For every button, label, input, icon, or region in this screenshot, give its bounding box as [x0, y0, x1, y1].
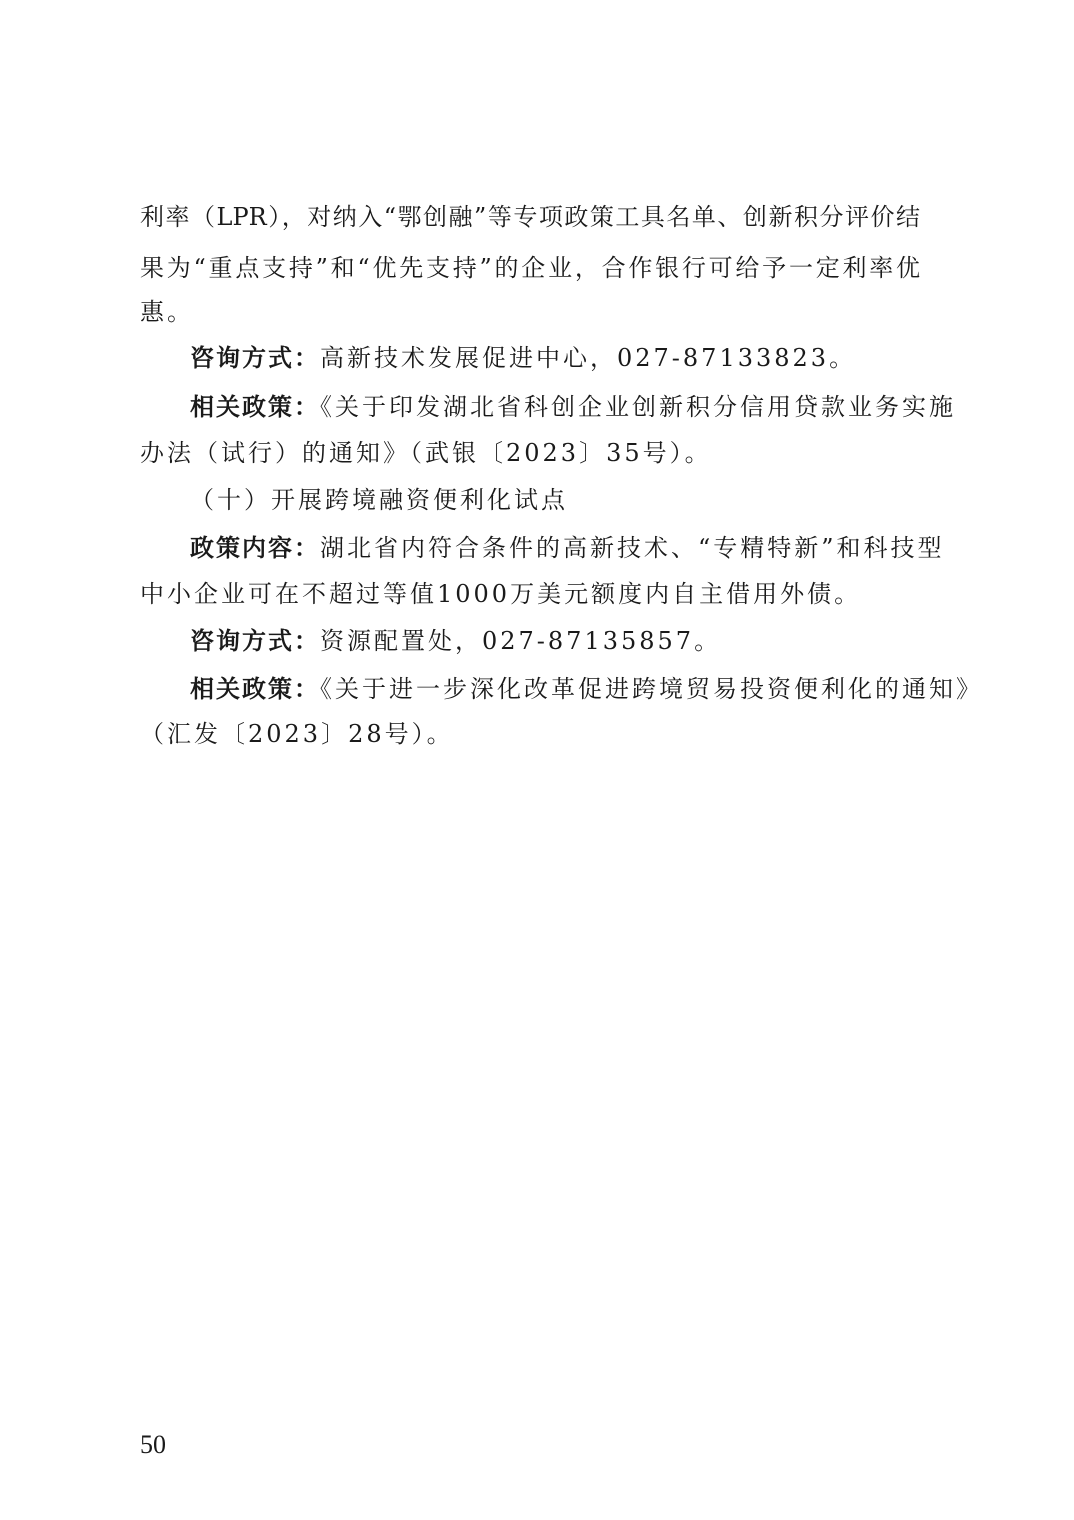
paragraph-line: 利率（LPR），对纳入“鄂创融”等专项政策工具名单、创新积分评价结: [140, 203, 920, 231]
consult-text: 高新技术发展促进中心，027-87133823。: [320, 344, 857, 372]
policy-line-2: [190, 674, 983, 704]
paragraph-line: 果为“重点支持”和“优先支持”的企业，合作银行可给予一定利率优: [140, 254, 920, 282]
consult-text: 资源配置处，027-87135857。: [320, 627, 722, 655]
paragraph-line: （汇发〔2023〕28号）。: [140, 720, 454, 748]
policy-label: 相关政策：: [190, 675, 320, 703]
policy-label: 相关政策：: [190, 393, 320, 421]
consult-label: 咨询方式：: [190, 344, 320, 372]
page-number: 50: [140, 1430, 166, 1459]
consult-line-2: [190, 626, 920, 656]
policy-text: 《关于进一步深化改革促进跨境贸易投资便利化的通知》: [320, 675, 983, 703]
policy-text: 《关于印发湖北省科创企业创新积分信用贷款业务实施: [320, 393, 956, 421]
consult-label: 咨询方式：: [190, 627, 320, 655]
content-text: 湖北省内符合条件的高新技术、“专精特新”和科技型: [320, 534, 945, 562]
content-line-1: [190, 533, 945, 563]
policy-line-1: [190, 392, 956, 422]
paragraph-line: 中小企业可在不超过等值1000万美元额度内自主借用外债。: [140, 580, 862, 608]
section-heading: （十）开展跨境融资便利化试点: [190, 486, 568, 514]
paragraph-line: 惠。: [140, 298, 194, 326]
paragraph-line: 办法（试行）的通知》（武银〔2023〕35号）。: [140, 439, 712, 467]
consult-line-1: [190, 343, 920, 373]
content-label: 政策内容：: [190, 534, 320, 562]
